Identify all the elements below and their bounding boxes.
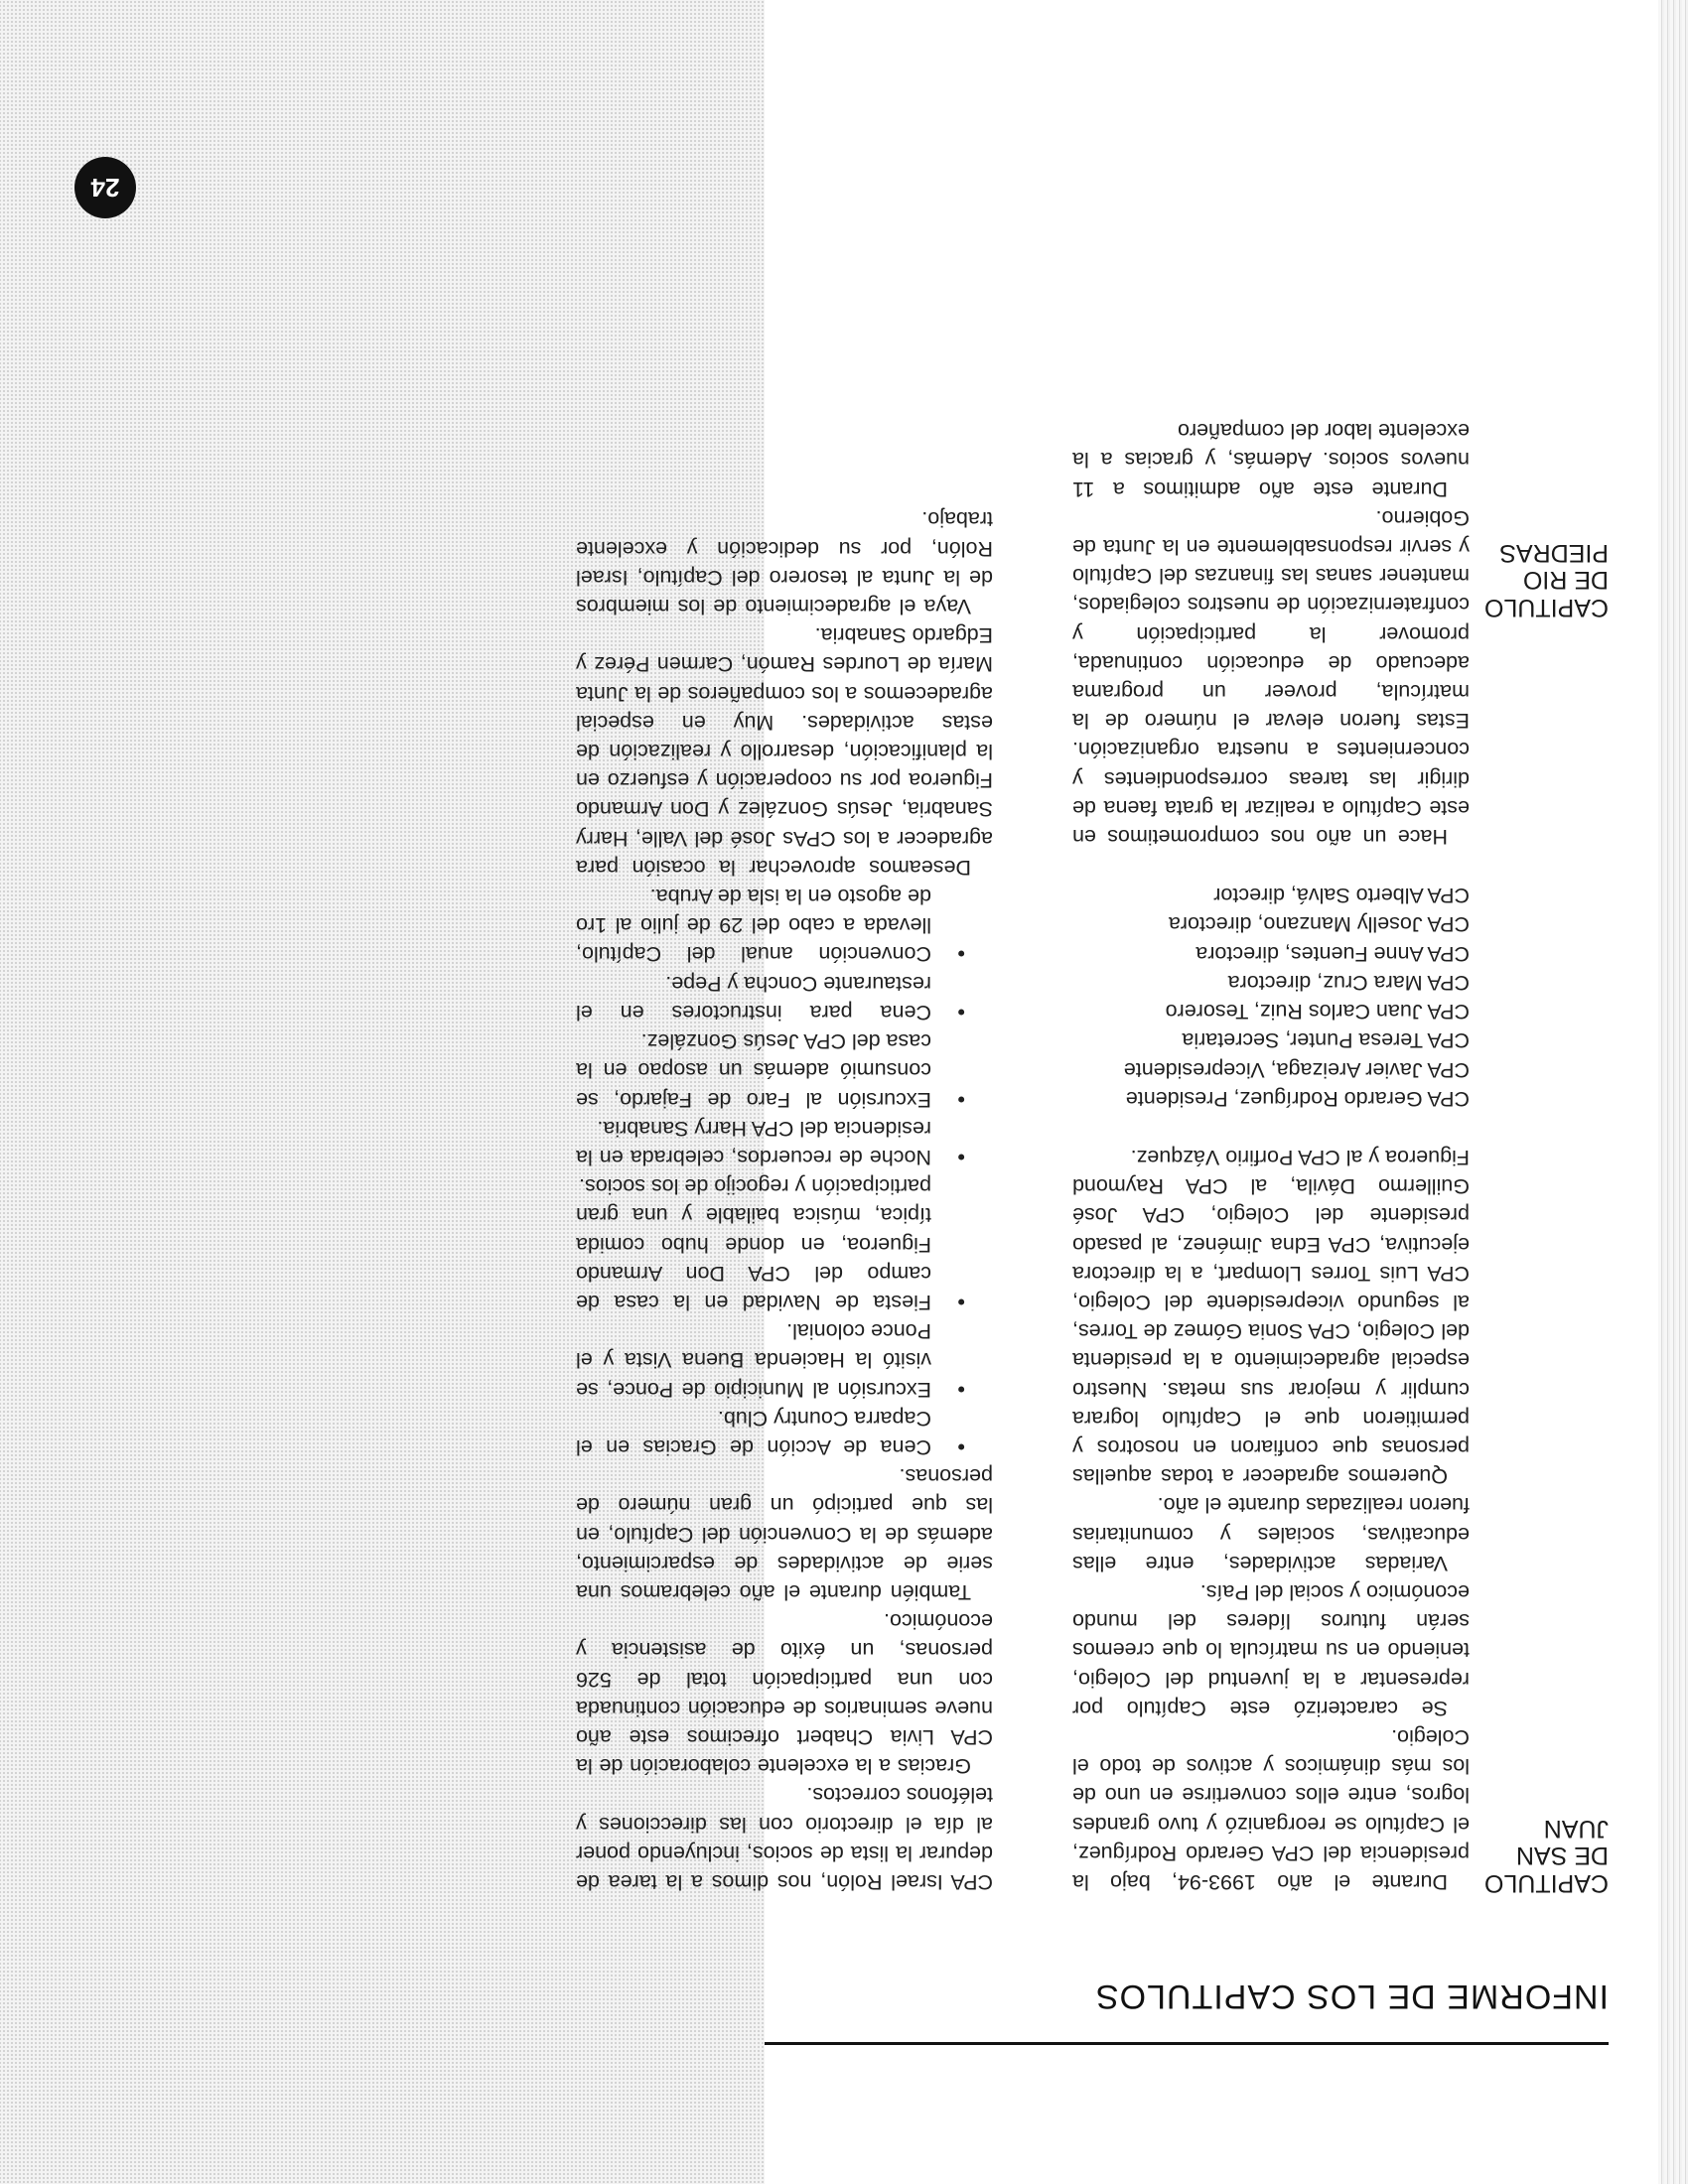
officer-item: CPA Javier Areizaga, Vicepresidente <box>1123 1057 1470 1082</box>
activities-list <box>576 882 993 1461</box>
officer-item: CPA Juan Carlos Ruiz, Tesorero <box>1165 1000 1470 1024</box>
rio-piedras-paragraph: Durante este año admitimos a 11 nuevos socios. Además, y gracias a la excelente labor del compañero <box>1072 419 1470 501</box>
san-juan-officers-list <box>1072 881 1470 1113</box>
continuation-paragraph: También durante el año celebramos una serie de actividades de esparcimiento, además de la Convención del Capítulo, en las que participó un gran número de personas. <box>576 1464 993 1604</box>
scan-page-edge <box>1658 0 1688 2184</box>
san-juan-paragraph: Se caracterizó este Capítulo por representar a la juventud del Colegio, teniendo en su matrícula lo que creemos serán futuros líderes del mundo económico y social del País. <box>1072 1579 1470 1720</box>
officer-item: CPA Teresa Punter, Secretaria <box>1182 1028 1470 1053</box>
activity-item: • Excursión al Faro de Fajardo, se consumió además un asopao en la casa del CPA Jesús González. <box>576 1026 993 1114</box>
san-juan-paragraph: Durante el año 1993-94, bajo la presidencia del CPA Gerardo Rodríguez, el Capítulo se reorganizó y tuvo grandes logros, entre ellos convertirse en uno de los más dinámicos y activos de todo el Colegio. <box>1072 1724 1470 1894</box>
header-rule <box>765 2042 1609 2045</box>
activity-item: • Excursión al Municipio de Ponce, se visitó la Hacienda Buena Vista y el Ponce colonial. <box>576 1316 993 1404</box>
officer-item: CPA Joselly Manzano, directora <box>1168 912 1470 937</box>
page-heading: INFORME DE LOS CAPITULOS <box>1094 1978 1609 2015</box>
continuation-paragraph: CPA Israel Rolón, nos dimos a la tarea de depurar la lista de socios, incluyendo poner al día el directorio con las direcciones y teléfonos correctos. <box>576 1783 993 1894</box>
continuation-paragraph: Deseamos aprovechar la ocasión para agradecer a los CPAs José del Valle, Harry Sanabria, Jesús González y Don Armando Figueroa por su cooperación y esfuerzo en la planificación, desarrollo y realización de estas actividades. Muy en especial agradecemos a los compañeros de la Junta María de Lourdes Ramón, Carmen Pérez y Edgardo Sanabria. <box>576 623 993 880</box>
san-juan-chapter-title: CAPITULO DE SAN JUAN <box>1483 1815 1609 1897</box>
officer-item: CPA Gerardo Rodríguez, Presidente <box>1125 1086 1470 1111</box>
continuation-paragraph: Vaya el agradecimiento de los miembros de la Junta al tesorero del Capítulo, Israel Rolón, por su dedicación y excelente trabajo. <box>576 507 993 619</box>
page-number-badge: 24 <box>74 157 136 218</box>
activity-item: • Convención anual del Capítulo, llevada a cabo del 29 de julio al 1ro de agosto en la isla de Aruba. <box>576 882 993 969</box>
san-juan-paragraph: Queremos agradecer a todas aquellas personas que confiaron en nosotros y permitieron que el Capítulo lograra cumplir y mejorar sus metas. Nuestro especial agradecimiento a la presidenta del Colegio, CPA Sonia Gómez de Torres, al segundo vicepresidente del Colegio, CPA Luis Torres Llompart, a la directora ejecutiva, CPA Edna Jiménez, al pasado presidente del Colegio, CPA José Guillermo Dávila, al CPA Raymond Figueroa y al CPA Porfirio Vázquez. <box>1072 1145 1470 1489</box>
rio-piedras-chapter-title: CAPITULO DE RIO PIEDRAS <box>1483 539 1609 621</box>
column-left <box>1072 416 1470 1896</box>
san-juan-paragraph: Variadas actividades, entre ellas educativas, sociales y comunitarias fueron realizadas durante el año. <box>1072 1493 1470 1575</box>
activity-item: • Cena para instructores en el restaurante Concha y Pepe. <box>576 969 993 1026</box>
officer-item: CPA Anne Fuentes, directora <box>1196 941 1470 966</box>
rio-piedras-paragraph: Hace un año nos comprometimos en este Capítulo a realizar la grata faena de dirigir las tareas correspondientes y concernientes a nuestra organización. Estas fueron elevar el número de la matrícula, proveer un programa adecuado de educación continuada, promover la participación y confraternización de nuestros colegiados, mantener sanas las finanzas del Capítulo y servir responsablemente en la Junta de Gobierno. <box>1072 505 1470 850</box>
activity-item: • Cena de Acción de Gracias en el Caparra Country Club. <box>576 1404 993 1461</box>
activity-item: • Noche de recuerdos, celebrada en la residencia del CPA Harry Sanabria. <box>576 1114 993 1171</box>
activity-item: • Fiesta de Navidad en la casa de campo del CPA Don Armando Figueroa, en donde hubo comida típica, música bailable y una gran participación y regocijo de los socios. <box>576 1171 993 1316</box>
officer-item: CPA Alberto Salvá, director <box>1213 884 1470 908</box>
officer-item: CPA Mara Cruz, directora <box>1227 970 1470 995</box>
column-right <box>576 504 993 1896</box>
continuation-paragraph: Gracias a la excelente colaboración de la CPA Livia Chabert ofrecimos este año nueve seminarios de educación continuada con una participación total de 526 personas, un éxito de asistencia y económico. <box>576 1609 993 1779</box>
